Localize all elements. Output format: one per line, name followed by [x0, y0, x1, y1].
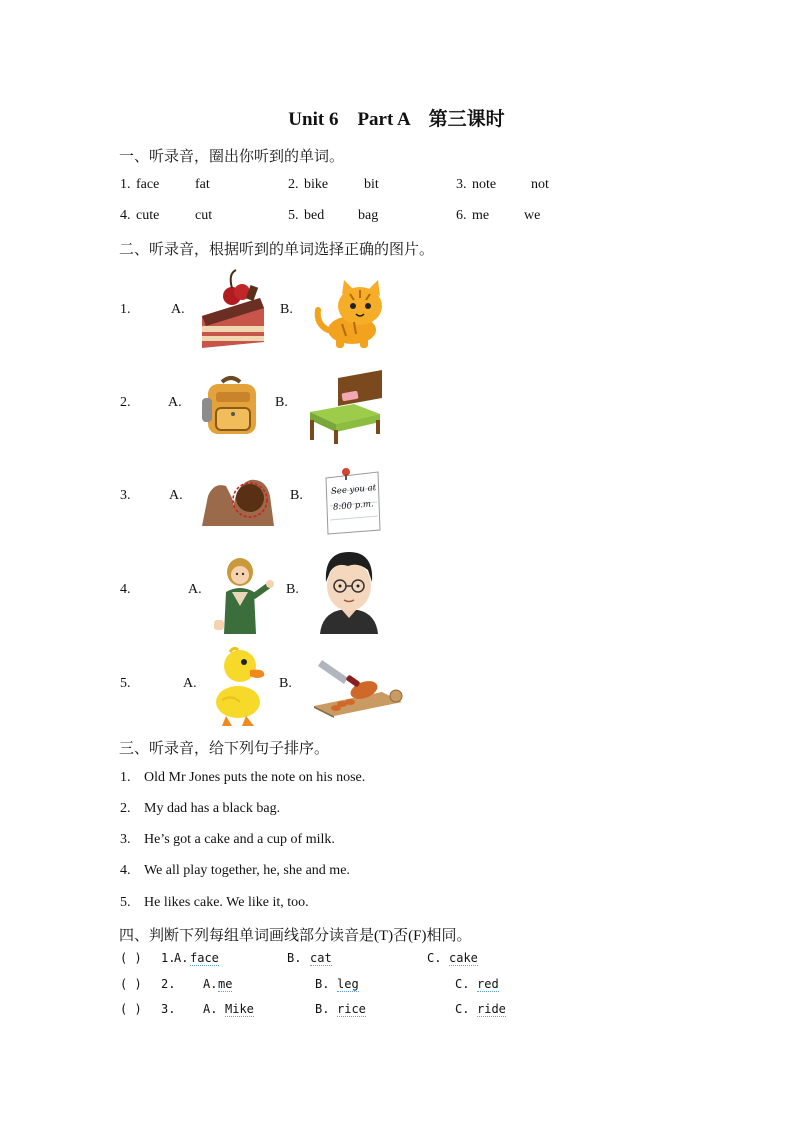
word: me: [218, 977, 233, 991]
word-option[interactable]: bit: [364, 177, 379, 192]
option-b-label[interactable]: B.: [290, 488, 303, 503]
note-picture[interactable]: [322, 466, 382, 536]
sentence-number: 2.: [120, 801, 131, 816]
item-number: 2.: [161, 977, 176, 991]
word-option[interactable]: not: [531, 177, 549, 192]
option-label: B.: [287, 951, 302, 965]
section4-heading: 四、判断下列每组单词画线部分读音是(T)否(F)相同。: [119, 928, 472, 944]
word-option[interactable]: we: [524, 208, 541, 223]
option-label: C.: [427, 951, 442, 965]
answer-blank[interactable]: ( ): [120, 977, 142, 991]
option-b-label[interactable]: B.: [279, 676, 292, 691]
cake-picture[interactable]: [198, 268, 268, 350]
item-number: 1.: [120, 177, 131, 192]
cutting-board-picture[interactable]: [312, 656, 404, 718]
item-number: 4.: [120, 208, 131, 223]
note-line: See you at: [330, 483, 377, 497]
item-number: 3.: [456, 177, 467, 192]
option-label: A.: [174, 951, 189, 965]
backpack-picture[interactable]: [200, 374, 262, 436]
option-a-label[interactable]: A.: [169, 488, 183, 503]
option-b-label[interactable]: B.: [280, 302, 293, 317]
answer-blank[interactable]: ( ): [120, 1002, 142, 1016]
word-option[interactable]: face: [136, 177, 160, 192]
option-a-label[interactable]: A.: [171, 302, 185, 317]
item-number: 6.: [456, 208, 467, 223]
sentence-text: My dad has a black bag.: [144, 801, 281, 816]
word: face: [190, 951, 219, 965]
sentence-text: He’s got a cake and a cup of milk.: [144, 832, 335, 847]
option-label: A.: [203, 977, 218, 991]
word: cat: [310, 951, 332, 965]
option-label: A.: [203, 1002, 218, 1016]
nose-picture[interactable]: [200, 476, 276, 526]
word: Mike: [225, 1002, 254, 1016]
item-number: 5.: [120, 676, 131, 691]
item-number: 1.: [161, 951, 176, 965]
duck-picture[interactable]: [210, 646, 268, 728]
section2-heading: 二、听录音，根据听到的单词选择正确的图片。: [119, 242, 435, 258]
bed-picture[interactable]: [306, 368, 384, 444]
sentence-number: 5.: [120, 895, 131, 910]
option-b-label[interactable]: B.: [286, 582, 299, 597]
word: leg: [337, 977, 359, 991]
man-picture[interactable]: [318, 548, 380, 634]
option-label: B.: [315, 977, 330, 991]
sentence-text: He likes cake. We like it, too.: [144, 895, 309, 910]
note-line: 8:00 p.m.: [332, 499, 375, 513]
word: ride: [477, 1002, 506, 1016]
word-option[interactable]: cute: [136, 208, 160, 223]
sentence-number: 3.: [120, 832, 131, 847]
item-number: 2.: [288, 177, 299, 192]
answer-blank[interactable]: ( ): [120, 951, 142, 965]
option-a-label[interactable]: A.: [188, 582, 202, 597]
word-option[interactable]: note: [472, 177, 497, 192]
sentence-number: 1.: [120, 770, 131, 785]
item-number: 5.: [288, 208, 299, 223]
word-option[interactable]: fat: [195, 177, 210, 192]
word-option[interactable]: bike: [304, 177, 329, 192]
word-option[interactable]: cut: [195, 208, 213, 223]
section3-heading: 三、听录音，给下列句子排序。: [119, 741, 330, 757]
word: rice: [337, 1002, 366, 1016]
word: cake: [449, 951, 478, 965]
option-label: C.: [455, 1002, 470, 1016]
option-b-label[interactable]: B.: [275, 395, 288, 410]
item-number: 3.: [120, 488, 131, 503]
word-option[interactable]: bed: [304, 208, 325, 223]
option-a-label[interactable]: A.: [168, 395, 182, 410]
page-title: Unit 6 Part A 第三课时: [288, 109, 505, 130]
sentence-text: Old Mr Jones puts the note on his nose.: [144, 770, 366, 785]
section1-heading: 一、听录音，圈出你听到的单词。: [119, 149, 345, 165]
option-a-label[interactable]: A.: [183, 676, 197, 691]
item-number: 4.: [120, 582, 131, 597]
item-number: 1.: [120, 302, 131, 317]
sentence-number: 4.: [120, 863, 131, 878]
sentence-text: We all play together, he, she and me.: [144, 863, 350, 878]
word: red: [477, 977, 499, 991]
option-label: C.: [455, 977, 470, 991]
option-label: B.: [315, 1002, 330, 1016]
cat-picture[interactable]: [312, 276, 388, 352]
word-option[interactable]: bag: [358, 208, 379, 223]
item-number: 3.: [161, 1002, 176, 1016]
word-option[interactable]: me: [472, 208, 490, 223]
item-number: 2.: [120, 395, 131, 410]
girl-picture[interactable]: [212, 556, 276, 636]
